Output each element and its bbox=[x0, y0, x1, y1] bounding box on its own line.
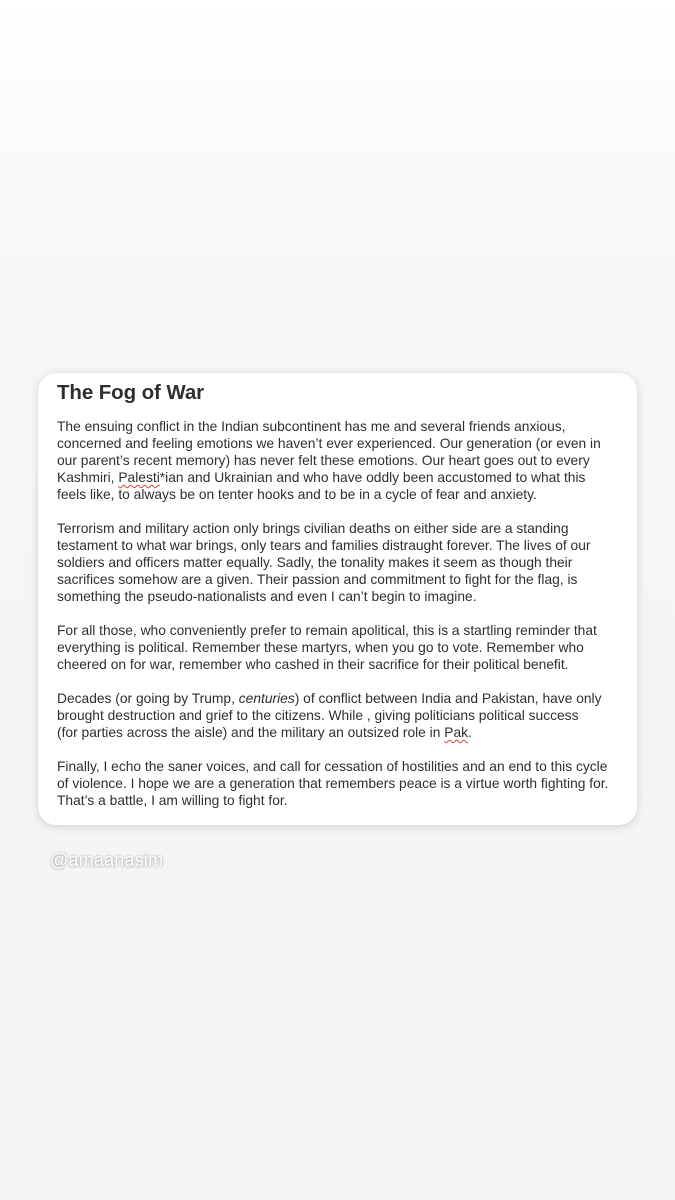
text-fragment: *ian and Ukrainian and who have oddly been accustomed to what this bbox=[159, 470, 586, 485]
paragraph-3 bbox=[57, 622, 618, 673]
text-line bbox=[57, 724, 618, 741]
text-line: soldiers and officers matter equally. Sadly, the tonality makes it seem as though their bbox=[57, 555, 573, 570]
text-line: That’s a battle, I am willing to fight for. bbox=[57, 793, 288, 808]
text-line: brought destruction and grief to the citizens. While , giving politicians political success bbox=[57, 708, 579, 723]
text-line: Terrorism and military action only brings civilian deaths on either side are a standing bbox=[57, 521, 569, 536]
paragraph-5 bbox=[57, 758, 618, 809]
note-card bbox=[38, 373, 637, 825]
text-line: For all those, who conveniently prefer to remain apolitical, this is a startling reminder that bbox=[57, 623, 597, 638]
text-line: The ensuing conflict in the Indian subcontinent has me and several friends anxious, bbox=[57, 419, 566, 434]
text-fragment: ) of conflict between India and Pakistan, have only bbox=[294, 691, 602, 706]
text-line: testament to what war brings, only tears and families distraught forever. The lives of our bbox=[57, 538, 591, 553]
text-line: our parent’s recent memory) has never felt these emotions. Our heart goes out to every bbox=[57, 453, 590, 468]
spellcheck-flagged-word[interactable]: Palesti bbox=[118, 470, 160, 485]
text-line: everything is political. Remember these martyrs, when you go to vote. Remember who bbox=[57, 640, 584, 655]
text-fragment: (for parties across the aisle) and the military an outsized role in bbox=[57, 725, 445, 740]
text-line: something the pseudo-nationalists and even I can’t begin to imagine. bbox=[57, 589, 477, 604]
italic-text: centuries bbox=[238, 691, 295, 706]
text-line: Finally, I echo the saner voices, and call for cessation of hostilities and an end to this cycle bbox=[57, 759, 608, 774]
text-fragment: Kashmiri, bbox=[57, 470, 119, 485]
paragraph-4 bbox=[57, 690, 618, 741]
note-title: The Fog of War bbox=[57, 381, 205, 404]
username-handle[interactable]: @amaanasim bbox=[50, 850, 164, 870]
text-line: of violence. I hope we are a generation that remembers peace is a virtue worth fighting for. bbox=[57, 776, 609, 791]
text-line: feels like, to always be on tenter hooks and to be in a cycle of fear and anxiety. bbox=[57, 487, 537, 502]
text-line bbox=[57, 690, 618, 707]
text-fragment: . bbox=[468, 725, 472, 740]
text-line bbox=[57, 469, 618, 486]
paragraph-2 bbox=[57, 520, 618, 605]
text-line: concerned and feeling emotions we haven’t ever experienced. Our generation (or even in bbox=[57, 436, 601, 451]
text-line: cheered on for war, remember who cashed in their sacrifice for their political benefit. bbox=[57, 657, 569, 672]
paragraph-1 bbox=[57, 418, 618, 503]
spellcheck-flagged-word[interactable]: Pak bbox=[444, 725, 469, 740]
text-line: sacrifices somehow are a given. Their passion and commitment to fight for the flag, is bbox=[57, 572, 578, 587]
text-fragment: Decades (or going by Trump, bbox=[57, 691, 239, 706]
